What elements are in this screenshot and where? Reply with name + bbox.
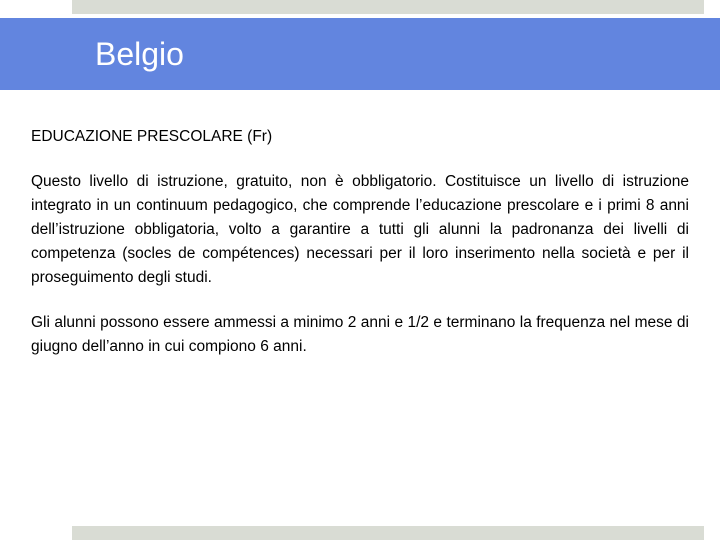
paragraph-intro: Questo livello di istruzione, gratuito, non è obbligatorio. Costituisce un livello di istruzione integrato in un continuum pedagogico, che comprende l’educazione prescolare e i primi 8 anni dell’istruzione obbligatoria, volto a garantire a tutti gli alunni la padronanza dei livelli di competenza (socles de compétences) necessari per il loro inserimento nella società e per il proseguimento degli studi. — [31, 173, 689, 286]
bottom-accent-bar — [72, 526, 704, 540]
top-accent-bar — [72, 0, 704, 14]
section-heading: EDUCAZIONE PRESCOLARE (Fr) — [31, 128, 273, 145]
slide-content — [31, 125, 689, 380]
paragraph-admission: Gli alunni possono essere ammessi a minimo 2 anni e 1/2 e terminano la frequenza nel mese di giugno dell’anno in cui compiono 6 anni. — [31, 314, 689, 355]
slide-title: Belgio — [95, 36, 184, 72]
